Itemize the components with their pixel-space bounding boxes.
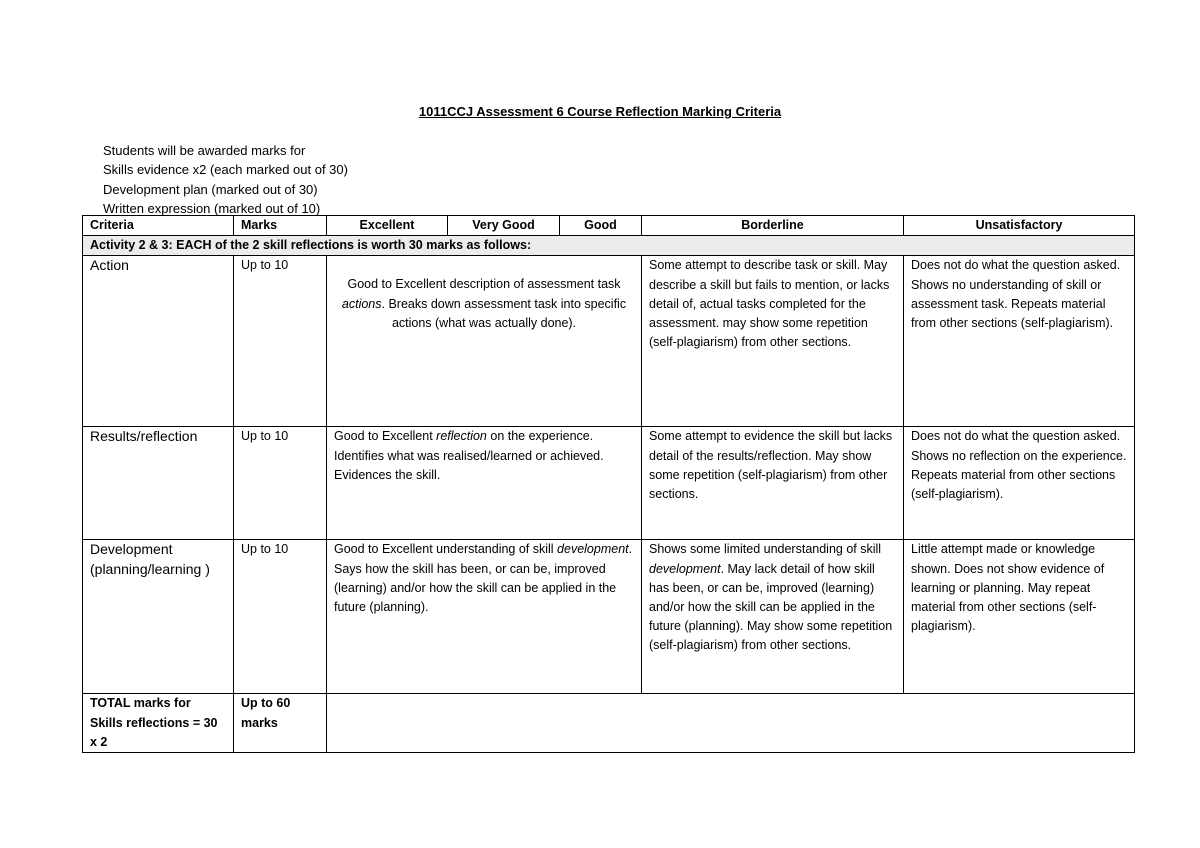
intro-line: Students will be awarded marks for <box>103 143 306 158</box>
intro-line: Written expression (marked out of 10) <box>103 200 321 216</box>
total-empty-cell <box>327 694 1135 753</box>
marks-action: Up to 10 <box>234 256 327 427</box>
criteria-action: Action <box>83 256 234 427</box>
unsatisfactory-results: Does not do what the question asked. Shows no reflection on the experience. Repeats material from other sections (self-plagiarism). <box>904 427 1135 540</box>
intro-block <box>103 141 348 218</box>
intro-line: Skills evidence x2 (each marked out of 30) <box>103 162 348 178</box>
intro-line: Development plan (marked out of 30) <box>103 181 318 197</box>
borderline-results: Some attempt to evidence the skill but lacks detail of the results/reflection. May show some repetition (self-plagiarism) from other sections. <box>642 427 904 540</box>
unsatisfactory-action: Does not do what the question asked. Shows no understanding of skill or assessment task. Repeats material from other sections (self-plagiarism). <box>904 256 1135 427</box>
header-borderline: Borderline <box>642 216 904 236</box>
header-unsatisfactory: Unsatisfactory <box>904 216 1135 236</box>
excellent-results: Good to Excellent reflection on the experience. Identifies what was realised/learned or achieved. Evidences the skill. <box>327 427 642 540</box>
header-very-good: Very Good <box>448 216 560 236</box>
table-row <box>83 256 1135 427</box>
activity-heading-row <box>83 236 1135 256</box>
criteria-total: TOTAL marks for Skills reflections = 30 x 2 <box>83 694 234 753</box>
marking-criteria-table <box>82 215 1135 753</box>
activity-heading: Activity 2 & 3: EACH of the 2 skill reflections is worth 30 marks as follows: <box>83 236 1135 256</box>
marks-development: Up to 10 <box>234 540 327 694</box>
header-good: Good <box>560 216 642 236</box>
header-criteria: Criteria <box>83 216 234 236</box>
document-title: 1011CCJ Assessment 6 Course Reflection Marking Criteria <box>418 104 782 119</box>
header-marks: Marks <box>234 216 327 236</box>
table-header-row <box>83 216 1135 236</box>
header-excellent: Excellent <box>327 216 448 236</box>
table-row <box>83 427 1135 540</box>
excellent-action: Good to Excellent description of assessment task actions. Breaks down assessment task into specific actions (what was actually done). <box>327 256 642 427</box>
excellent-development: Good to Excellent understanding of skill development. Says how the skill has been, or can be, improved (learning) and/or how the skill can be applied in the future (planning). <box>327 540 642 694</box>
marks-total: Up to 60 marks <box>234 694 327 753</box>
criteria-development: Development (planning/learning ) <box>83 540 234 694</box>
unsatisfactory-development: Little attempt made or knowledge shown. Does not show evidence of learning or planning. May repeat material from other sections (self-plagiarism). <box>904 540 1135 694</box>
table-row <box>83 694 1135 753</box>
borderline-action: Some attempt to describe task or skill. May describe a skill but fails to mention, or lacks detail of, actual tasks completed for the assessment. may show some repetition (self-plagiarism) from other sections. <box>642 256 904 427</box>
borderline-development: Shows some limited understanding of skill development. May lack detail of how skill has been, or can be, improved (learning) and/or how the skill can be applied in the future (planning). May show some repetition (self-plagiarism) from other sections. <box>642 540 904 694</box>
table-row <box>83 540 1135 694</box>
criteria-results: Results/reflection <box>83 427 234 540</box>
marks-results: Up to 10 <box>234 427 327 540</box>
